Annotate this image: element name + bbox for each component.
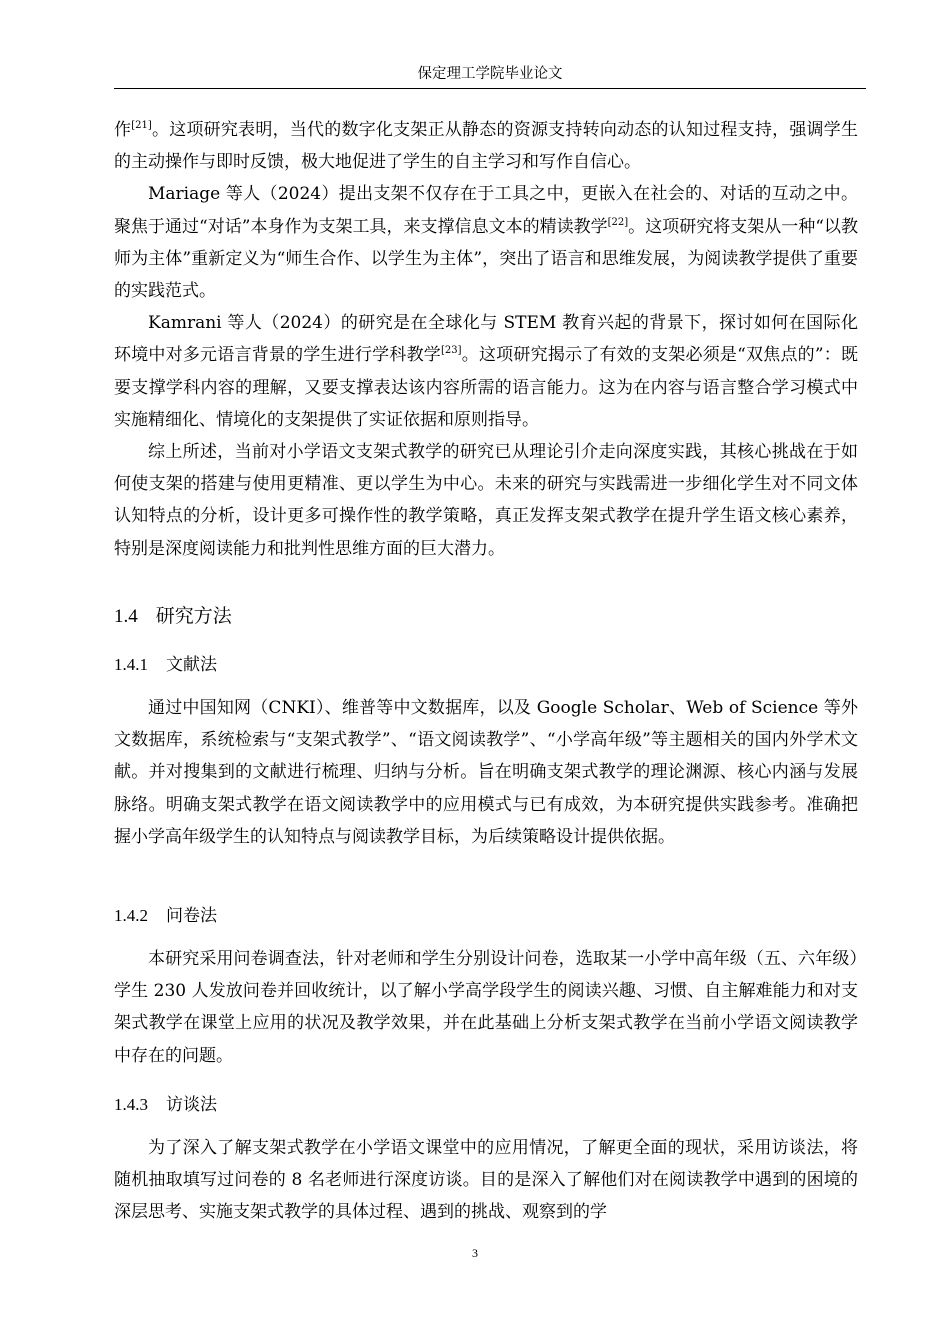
paragraph-1-text-b: 。这项研究表明，当代的数字化支架正从静态的资源支持转向动态的认知过程支持，强调学生的主动操作与即时反馈，极大地促进了学生的自主学习和写作自信心。 <box>114 120 859 173</box>
subsection-body-1 <box>114 692 858 853</box>
subsection-title: 问卷法 <box>166 906 217 926</box>
subsection-title: 访谈法 <box>166 1095 217 1115</box>
paragraph-3-text-a: Kamrani 等人（2024）的研究是在全球化与 STEM 教育兴起的背景下，探讨如何在国际化环境中对多元语言背景的学生进行学科教学 <box>114 313 858 366</box>
subsection-heading-2 <box>114 901 217 931</box>
subsection-number: 1.4.2 <box>114 906 148 925</box>
subsection-heading-3 <box>114 1090 217 1120</box>
paragraph-1 <box>114 114 858 178</box>
paragraph-3-text-b: 。这项研究揭示了有效的支架必须是“双焦点的”：既要支撑学科内容的理解，又要支撑表达该内容所需的语言能力。这为在内容与语言整合学习模式中实施精细化、情境化的支架提供了实证依据和原则指导。 <box>114 345 858 430</box>
citation-ref-22: [22] <box>607 216 629 228</box>
paragraph-2 <box>114 178 858 307</box>
subsection-body-2 <box>114 943 858 1072</box>
section-number: 1.4 <box>114 606 138 627</box>
citation-ref-23: [23] <box>441 345 462 357</box>
intro-paragraphs <box>114 114 858 565</box>
section-heading <box>114 600 232 632</box>
subsection-body-3 <box>114 1132 858 1229</box>
subsection-paragraph-3: 为了深入了解支架式教学在小学语文课堂中的应用情况，了解更全面的现状，采用访谈法，将随机抽取填写过问卷的 8 名老师进行深度访谈。目的是深入了解他们对在阅读教学中遇到的困境的深层思考、实施支架式教学的具体过程、遇到的挑战、观察到的学 <box>114 1138 858 1223</box>
citation-ref-21: [21] <box>131 120 152 131</box>
subsection-title: 文献法 <box>166 655 217 675</box>
subsection-heading-1 <box>114 650 217 680</box>
page-number: 3 <box>472 1246 478 1260</box>
subsection-paragraph-1: 通过中国知网（CNKI）、维普等中文数据库，以及 Google Scholar、Web of Science 等外文数据库，系统检索与“支架式教学”、“语文阅读教学”、“小学高年级”等主题相关的国内外学术文献。并对搜集到的文献进行梳理、归纳与分析。旨在明确支架式教学的理论渊源、核心内涵与发展脉络。明确支架式教学在语文阅读教学中的应用模式与已有成效，为本研究提供实践参考。准确把握小学高年级学生的认知特点与阅读教学目标，为后续策略设计提供依据。 <box>114 698 858 847</box>
paragraph-4: 综上所述，当前对小学语文支架式教学的研究已从理论引介走向深度实践，其核心挑战在于如何使支架的搭建与使用更精准、更以学生为中心。未来的研究与实践需进一步细化学生对不同文体认知特点的分析，设计更多可操作性的教学策略，真正发挥支架式教学在提升学生语文核心素养，特别是深度阅读能力和批判性思维方面的巨大潜力。 <box>114 442 858 559</box>
section-title: 研究方法 <box>155 605 232 627</box>
subsection-number: 1.4.1 <box>114 655 148 674</box>
paragraph-2-text-b: 。这项研究将支架从一种“以教师为主体”重新定义为“师生合作、以学生为主体”，突出了语言和思维发展，为阅读教学提供了重要的实践范式。 <box>114 216 858 302</box>
subsection-paragraph-2: 本研究采用问卷调查法，针对老师和学生分别设计问卷，选取某一小学中高年级（五、六年级）学生 230 人发放问卷并回收统计，以了解小学高学段学生的阅读兴趣、习惯、自主解难能力和对支架式教学在课堂上应用的状况及教学效果，并在此基础上分析支架式教学在当前小学语文阅读教学中存在的问题。 <box>114 949 858 1066</box>
paragraph-3 <box>114 307 858 436</box>
paragraph-2-text-a: Mariage 等人（2024）提出支架不仅存在于工具之中，更嵌入在社会的、对话的互动之中。聚焦于通过“对话”本身作为支架工具，来支撑信息文本的精读教学 <box>114 184 858 237</box>
page-header: 保定理工学院毕业论文 <box>114 64 866 89</box>
subsection-number: 1.4.3 <box>114 1095 148 1114</box>
paragraph-1-text-a: 作 <box>114 120 132 140</box>
